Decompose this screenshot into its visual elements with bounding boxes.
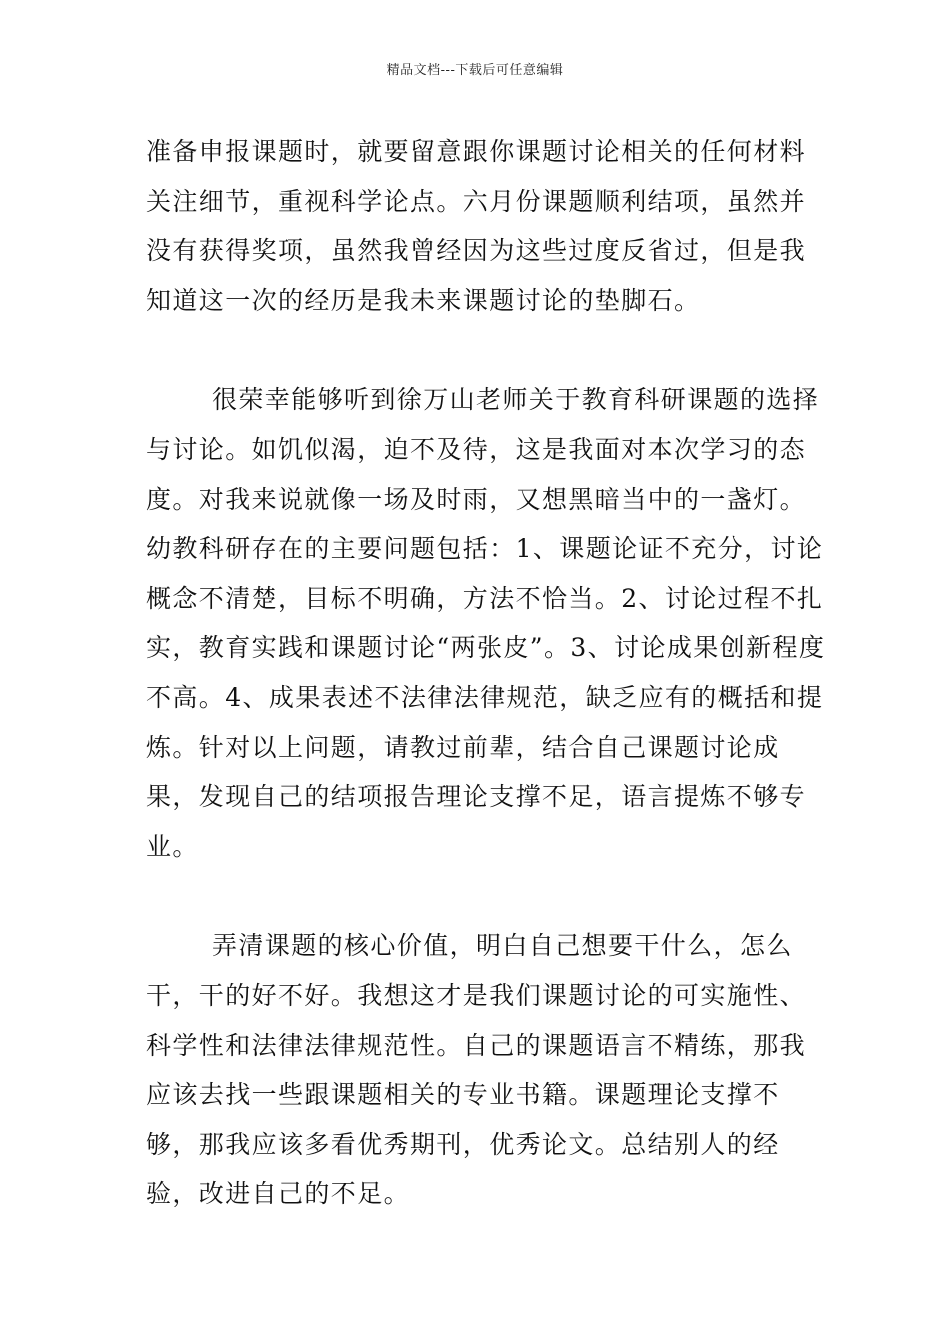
- paragraph-1: 准备申报课题时，就要留意跟你课题讨论相关的任何材料关注细节，重视科学论点。六月份课题顺利结项，虽然并没有获得奖项，虽然我曾经因为这些过度反省过，但是我知道这一次的经历是我未来课题讨论的垫脚石。: [146, 137, 807, 315]
- document-body: [146, 127, 826, 1219]
- paragraph-3: 弄清课题的核心价值，明白自己想要干什么，怎么干，干的好不好。我想这才是我们课题讨论的可实施性、科学性和法律法律规范性。自己的课题语言不精练，那我应该去找一些跟课题相关的专业书籍。课题理论支撑不够，那我应该多看优秀期刊，优秀论文。总结别人的经验，改进自己的不足。: [146, 931, 807, 1209]
- paragraph-2: 很荣幸能够听到徐万山老师关于教育科研课题的选择与讨论。如饥似渴，迫不及待，这是我面对本次学习的态度。对我来说就像一场及时雨，又想黑暗当中的一盏灯。幼教科研存在的主要问题包括：1、课题论证不充分，讨论概念不清楚，目标不明确，方法不恰当。2、讨论过程不扎实，教育实践和课题讨论“两张皮”。3、讨论成果创新程度不高。4、成果表述不法律法律规范，缺乏应有的概括和提炼。针对以上问题，请教过前辈，结合自己课题讨论成果，发现自己的结项报告理论支撑不足，语言提炼不够专业。: [146, 385, 826, 861]
- page-header: 精品文档---下载后可任意编辑: [386, 63, 564, 78]
